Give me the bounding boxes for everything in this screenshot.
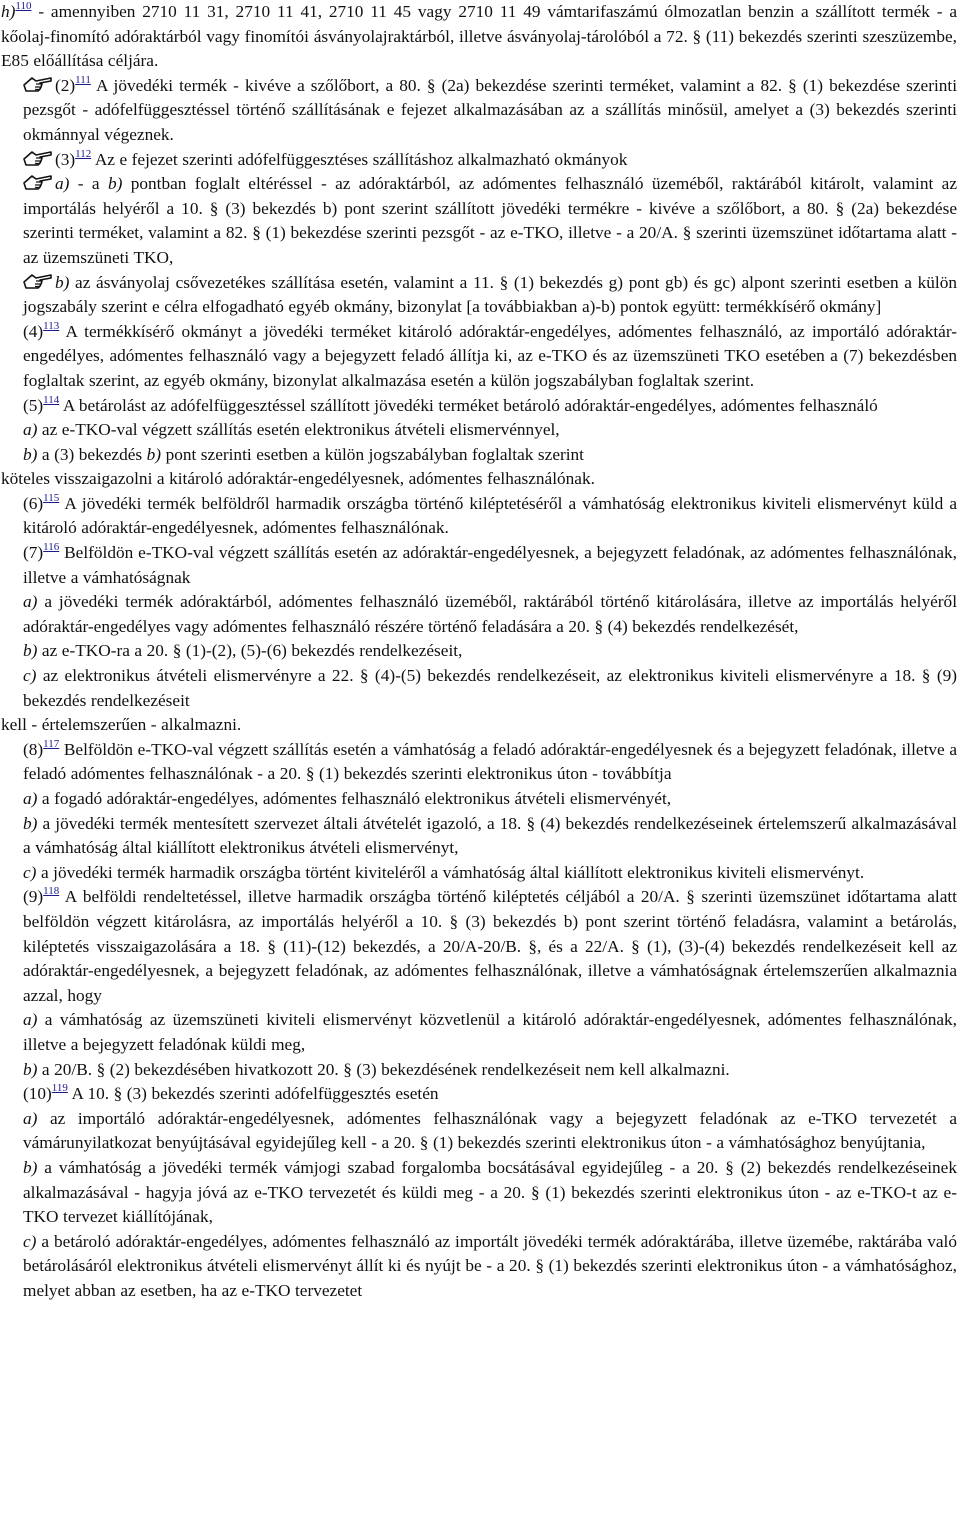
- paragraph-text: A 10. § (3) bekezdés szerinti adófelfüggesztés esetén: [67, 1084, 439, 1104]
- point-label: b): [23, 641, 38, 661]
- paragraph-7c: [1, 664, 957, 713]
- footnote-link[interactable]: 118: [43, 885, 60, 898]
- point-label: c): [23, 1231, 37, 1251]
- paragraph-prefix: - a: [69, 174, 108, 194]
- paragraph-10a: [1, 1107, 957, 1156]
- paragraph-text: Belföldön e-TKO-val végzett szállítás esetén az adóraktár-engedélyesnek, a bejegyzett feladónak, az adómentes felhasználónak, illetve a vámhatóságnak: [23, 543, 957, 587]
- paragraph-h: [1, 0, 957, 74]
- paragraph-text: az importáló adóraktár-engedélyesnek, adómentes felhasználónak vagy a bejegyzett feladónak az e-TKO tervezetét a vámárunyilatkozat benyújtásával egyidejűleg kell - a 20. § (1) bekezdés szerinti elektronikus úton - a vámhatósághoz benyújtania,: [23, 1108, 957, 1153]
- paragraph-text: A betárolást az adófelfüggesztéssel szállított jövedéki terméket betároló adóraktár-engedélyes, adómentes felhasználó: [59, 395, 878, 415]
- paragraph-text: A jövedéki termék belföldről harmadik országba történő kiléptetéséről a vámhatóság elektronikus kiviteli elismervényt küld a kitároló adóraktár-engedélyesnek, adómentes felhasználónak.: [23, 493, 957, 538]
- paragraph-7: [1, 541, 957, 590]
- paragraph-8b: [1, 812, 957, 861]
- paragraph-7b: [1, 639, 957, 664]
- footnote-link[interactable]: 117: [43, 737, 60, 750]
- point-label: a): [23, 1108, 38, 1128]
- paragraph-text: Az e fejezet szerinti adófelfüggesztéses szállításhoz alkalmazható okmányok: [91, 149, 628, 169]
- paragraph-5a: [1, 418, 957, 443]
- paragraph-text: az ásványolaj csővezetékes szállítása esetén, valamint a 11. § (1) bekezdés g) pont gb) és gc) alpont szerinti esetben a külön jogszabály szerint e célra elfogadható egyéb okmány, bizonylat [a továbbiakban a)-b) pontok együtt: termékkísérő okmány]: [23, 272, 957, 317]
- paragraph-4: [1, 320, 957, 394]
- paragraph-9: [1, 885, 957, 1008]
- pointing-hand-icon: [23, 272, 53, 290]
- paragraph-8: [1, 738, 957, 787]
- paragraph-7-closing: [1, 713, 957, 738]
- section-label: (2): [55, 75, 76, 95]
- point-label: b): [23, 444, 38, 464]
- paragraph-text: a jövedéki termék mentesített szervezet általi átvételét igazoló, a 18. § (4) bekezdés rendelkezéseinek értelemszerű alkalmazásával a vámhatóság által kiállított elektronikus átvételi elismervényt,: [23, 813, 957, 858]
- paragraph-5: [1, 394, 957, 419]
- paragraph-2: [1, 74, 957, 148]
- paragraph-6: [1, 492, 957, 541]
- paragraph-text: a vámhatóság az üzemszüneti kiviteli elismervényt közvetlenül a kitároló adóraktár-engedélyesnek, adómentes felhasználónak, illetve a bejegyzett feladónak küldi meg,: [23, 1010, 957, 1054]
- point-reference: b): [107, 174, 123, 194]
- pointing-hand-icon: [23, 149, 53, 167]
- paragraph-text: A jövedéki termék - kivéve a szőlőbort, a 80. § (2a) bekezdése szerinti terméket, valamint a 82. § (1) bekezdése szerinti pezsgőt - adófelfüggesztéssel történő szállításának e fejezet alkalmazásában az a szállítás minősül, amelyet a (3) bekezdés szerinti okmánnyal végeznek.: [23, 75, 957, 144]
- point-label: b): [23, 1157, 38, 1177]
- footnote-link[interactable]: 115: [43, 491, 60, 504]
- point-label: a): [55, 174, 70, 194]
- point-label: h): [1, 2, 16, 21]
- paragraph-text: A belföldi rendeltetéssel, illetve harmadik országba történő kiléptetés céljából a 20/A. § szerinti üzemszünet időtartama alatt belföldön végzett kitárolásra, az importálás helyéről a 10. § (3) bekezdés b) pont szerint történő feladásra, valamint a betárolás, kiléptetés visszaigazolására a 18. § (11)-(12) bekezdés, a 20/A-20/B. §, és a 22/A. § (1), (3)-(4) bekezdés rendelkezéseit kell az adóraktár-engedélyesnek, a bejegyzett feladónak, az adómentes felhasználónak, illetve a vámhatóságnak értelemszerűen alkalmaznia azzal, hogy: [23, 887, 957, 1005]
- paragraph-text: - amennyiben 2710 11 31, 2710 11 41, 2710 11 45 vagy 2710 11 49 vámtarifaszámú ólmozatlan benzin a szállított termék - a kőolaj-finomító adóraktárból vagy finomítói ásványolajraktárból, illetve ásványolaj-tárolóból a 72. § (11) bekezdés szerinti szeszüzembe, E85 előállítása céljára.: [1, 2, 957, 71]
- pointing-hand-icon: [23, 173, 53, 191]
- paragraph-5-closing: [1, 467, 957, 492]
- paragraph-text: a vámhatóság a jövedéki termék vámjogi szabad forgalomba bocsátásával egyidejűleg - a 20. § (2) bekezdés rendelkezéseinek alkalmazásával - hagyja jóvá az e-TKO tervezetét és küldi meg - a 20. § (1) bekezdés szerinti elektronikus úton - az e-TKO-t az e-TKO tervezet kiállítójának,: [23, 1157, 957, 1227]
- paragraph-text: az e-TKO-val végzett szállítás esetén elektronikus átvételi elismervénnyel,: [37, 420, 560, 440]
- footnote-link[interactable]: 113: [43, 319, 60, 332]
- paragraph-text: pont szerinti esetben a külön jogszabályban foglaltak szerint: [161, 444, 584, 464]
- paragraph-5b: [1, 443, 957, 468]
- point-label: a): [23, 420, 38, 440]
- paragraph-9a: [1, 1008, 957, 1057]
- paragraph-9b: [1, 1058, 957, 1083]
- section-label: (6): [23, 493, 44, 513]
- point-reference: b): [146, 444, 162, 464]
- point-label: a): [23, 592, 38, 612]
- paragraph-text: Belföldön e-TKO-val végzett szállítás esetén a vámhatóság a feladó adóraktár-engedélyesnek és a bejegyzett feladónak, illetve a feladó adómentes felhasználónak - a 20. § (1) bekezdés szerinti elektronikus úton - továbbítja: [23, 739, 957, 784]
- paragraph-3a: [1, 172, 957, 270]
- footnote-link[interactable]: 112: [75, 147, 92, 160]
- footnote-link[interactable]: 116: [43, 541, 60, 554]
- section-label: (10): [23, 1084, 52, 1104]
- pointing-hand-icon: [23, 75, 53, 93]
- paragraph-text: a jövedéki termék harmadik országba történt kiviteléről a vámhatóság által kiállított elektronikus kiviteli elismervényt.: [36, 862, 865, 882]
- paragraph-text: a fogadó adóraktár-engedélyes, adómentes felhasználó elektronikus átvételi elismervényét,: [37, 789, 672, 808]
- paragraph-text: a betároló adóraktár-engedélyes, adómentes felhasználó az importált jövedéki termék adóraktárába, illetve üzemébe, raktárába való betárolásáról elektronikus átvételi elismervényt állít ki és nyújt be - a 20. § (1) bekezdés szerinti elektronikus úton - a vámhatósághoz, melyet abban az esetben, ha az e-TKO tervezetet: [23, 1231, 957, 1300]
- point-label: a): [23, 789, 38, 808]
- point-label: b): [23, 813, 38, 833]
- paragraph-prefix: a (3) bekezdés: [37, 444, 147, 464]
- paragraph-text: A termékkísérő okmányt a jövedéki terméket kitároló adóraktár-engedélyes, adómentes felhasználó, az importáló adóraktár-engedélyes, adómentes felhasználó vagy a bejegyzett feladó állítja ki, az e-TKO és az üzemszüneti TKO esetében a (7) bekezdésben foglaltak szerint, az egyéb okmány, bizonylat alkalmazása esetén a külön jogszabályban foglaltak szerint.: [23, 321, 957, 390]
- footnote-link[interactable]: 119: [51, 1082, 68, 1095]
- section-label: (4): [23, 321, 44, 341]
- point-label: c): [23, 666, 37, 686]
- paragraph-10c: [1, 1230, 957, 1304]
- footnote-link[interactable]: 114: [43, 393, 60, 406]
- footnote-link[interactable]: 110: [15, 0, 32, 12]
- paragraph-3: [1, 148, 957, 173]
- section-label: (8): [23, 739, 44, 759]
- paragraph-text: pontban foglalt eltéréssel - az adóraktárból, az adómentes felhasználó üzeméből, raktárából kitárolt, valamint az importálás helyéről a 10. § (3) bekezdés b) pont szerint szállított jövedéki termékre - kivéve a szőlőbort, a 80. § (2a) bekezdése szerinti terméket, valamint a 82. § (1) bekezdése szerinti pezsgőt - az e-TKO, illetve - a 20/A. § szerinti üzemszünet időtartama alatt - az üzemszüneti TKO,: [23, 174, 957, 267]
- paragraph-text: az e-TKO-ra a 20. § (1)-(2), (5)-(6) bekezdés rendelkezéseit,: [37, 641, 463, 661]
- paragraph-text: a 20/B. § (2) bekezdésében hivatkozott 20. § (3) bekezdésének rendelkezéseit nem kell alkalmazni.: [37, 1059, 730, 1079]
- section-label: (9): [23, 887, 44, 907]
- paragraph-10: [1, 1082, 957, 1107]
- paragraph-8c: [1, 861, 957, 886]
- point-label: b): [55, 272, 70, 292]
- paragraph-7a: [1, 590, 957, 639]
- paragraph-text: köteles visszaigazolni a kitároló adóraktár-engedélyesnek, adómentes felhasználónak.: [1, 469, 595, 489]
- point-label: b): [23, 1059, 38, 1079]
- footnote-link[interactable]: 111: [75, 73, 91, 86]
- point-label: a): [23, 1010, 38, 1030]
- point-label: c): [23, 862, 37, 882]
- paragraph-text: a jövedéki termék adóraktárból, adómentes felhasználó üzeméből, raktárából történő kitárolására, illetve az importálás helyéről adóraktár-engedélyes vagy adómentes felhasználó részére történő feladására a 20. § (4) bekezdés rendelkezését,: [23, 592, 957, 636]
- paragraph-8a: [1, 787, 957, 812]
- paragraph-10b: [1, 1156, 957, 1230]
- section-label: (5): [23, 395, 44, 415]
- paragraph-text: az elektronikus átvételi elismervényre a 22. § (4)-(5) bekezdés rendelkezéseit, az elektronikus kiviteli elismervényre a 18. § (9) bekezdés rendelkezéseit: [23, 666, 957, 710]
- paragraph-3b: [1, 271, 957, 320]
- section-label: (3): [55, 149, 76, 169]
- paragraph-text: kell - értelemszerűen - alkalmazni.: [1, 715, 242, 735]
- section-label: (7): [23, 543, 44, 563]
